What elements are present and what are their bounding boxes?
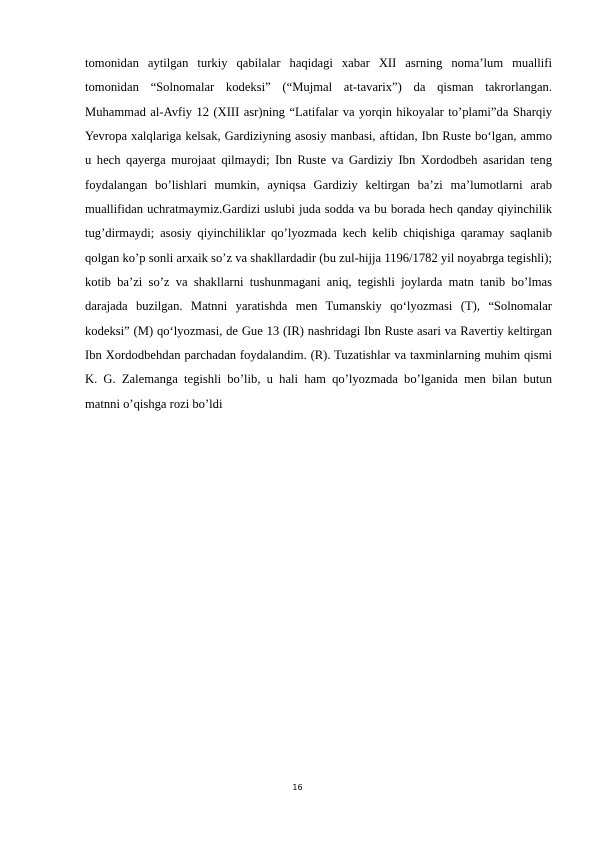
page-number: 16 [292, 783, 303, 792]
body-paragraph: tomonidan aytilgan turkiy qabilalar haqidagi xabar XII asrning noma’lum muallifi tomonidan “Solnomalar kodeksi” (“Mujmal at-tavarix”) da qisman takrorlangan. Muhammad al-Avfiy 12 (XIII asr)ning “Latifalar va yorqin hikoyalar to’plami”da Sharqiy Yevropa xalqlariga kelsak, Gardiziyning asosiy manbasi, aftidan, Ibn Ruste bo‘lgan, ammo u hech qayerga murojaat qilmaydi; Ibn Ruste va Gardiziy Ibn Xordodbeh asaridan teng foydalangan bo’lishlari mumkin, ayniqsa Gardiziy keltirgan ba’zi ma’lumotlarni arab muallifidan uchratmaymiz.Gardizi uslubi juda sodda va bu borada hech qanday qiyinchilik tug’dirmaydi; asosiy qiyinchiliklar qo’lyozmada kech kelib chiqishiga qaramay saqlanib qolgan ko’p sonli arxaik so’z va shakllardadir (bu zul-hijja 1196/1782 yil noyabrga tegishli); kotib ba’zi so’z va shakllarni tushunmagani aniq, tegishli joylarda matn tanib bo’lmas darajada buzilgan. Matnni yaratishda men Tumanskiy qo‘lyozmasi (T), “Solnomalar kodeksi” (M) qo‘lyozmasi, de Gue 13 (IR) nashridagi Ibn Ruste asari va Ravertiy keltirgan Ibn Xordodbehdan parchadan foydalandim. (R). Tuzatishlar va taxminlarning muhim qismi K. G. Zalemanga tegishli bo’lib, u hali ham qo’lyozmada bo’lganida men bilan butun matnni o’qishga rozi bo’ldi [85, 56, 552, 411]
